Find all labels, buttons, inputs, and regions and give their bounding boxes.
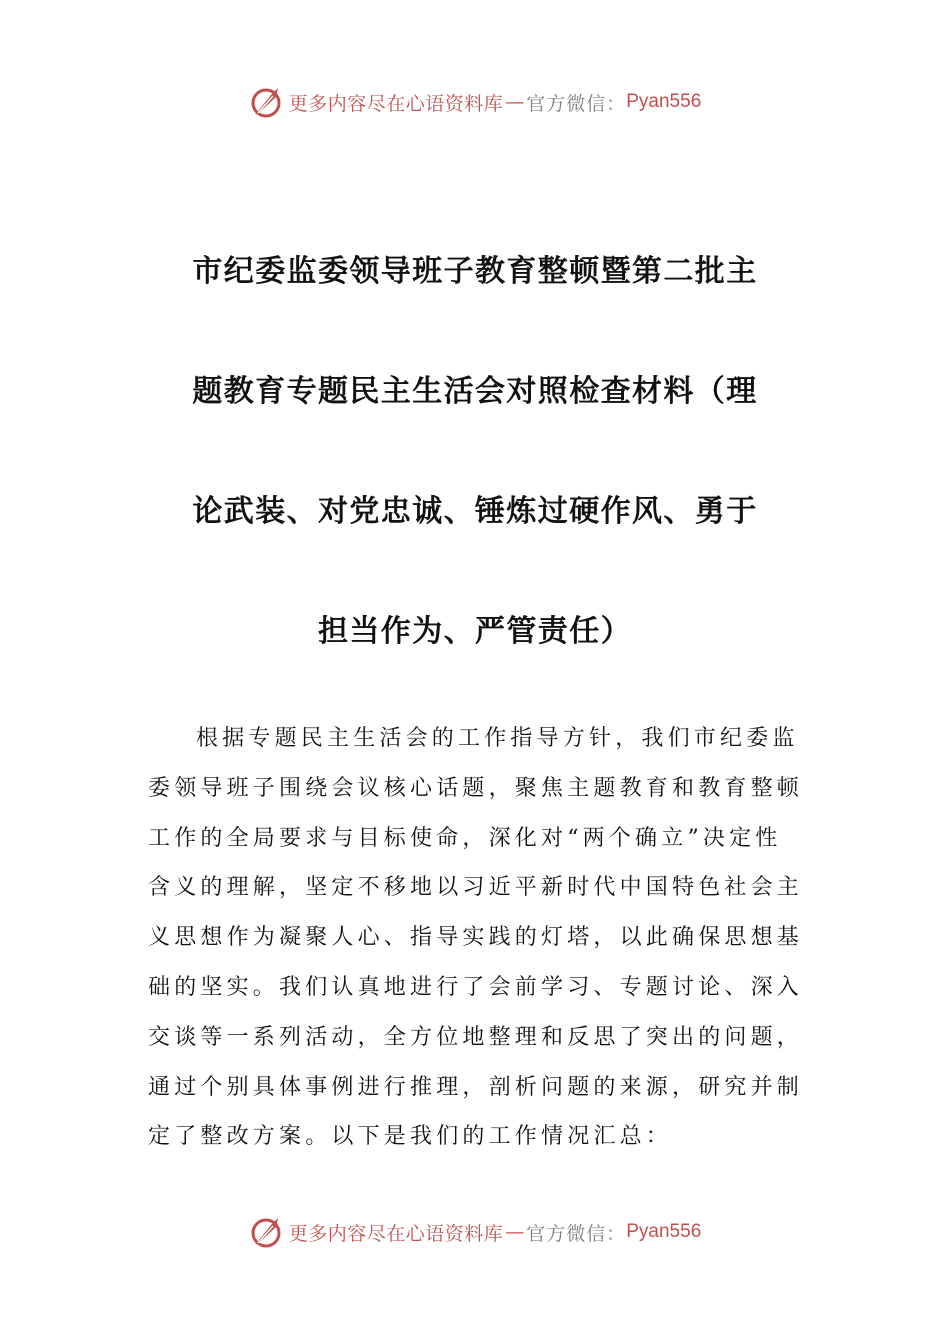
paragraph-line: 含义的理解，坚定不移地以习近平新时代中国特色社会主 [148, 875, 804, 901]
watermark-brand-text: 更多内容尽在心语资料库 [288, 92, 504, 115]
paragraph-line: 定了整改方案。以下是我们的工作情况汇总： [148, 1124, 673, 1150]
header-watermark [0, 82, 950, 122]
title-line: 市纪委监委领导班子教育整顿暨第二批主 [192, 254, 758, 289]
watermark-official-label: 官方微信： [526, 1222, 627, 1245]
watermark-separator: — [505, 91, 525, 113]
paragraph-line: 通过个别具体事例进行推理，剖析问题的来源，研究并制 [148, 1074, 804, 1100]
paragraph-line: 根据专题民主生活会的工作指导方针，我们市纪委监 [196, 726, 799, 751]
title-line: 担当作为、严管责任） [318, 614, 632, 649]
footer-watermark [0, 1212, 950, 1252]
watermark-wechat-id: Pyan556 [626, 1221, 702, 1242]
watermark-wechat-id: Pyan556 [626, 91, 702, 112]
quill-logo-icon [249, 1214, 285, 1250]
quill-logo-icon [249, 84, 285, 120]
paragraph-line: 义思想作为凝聚人心、指导实践的灯塔，以此确保思想基 [148, 925, 804, 951]
paragraph-line: 础的坚实。我们认真地进行了会前学习、专题讨论、深入 [148, 974, 804, 1000]
paragraph-line: 工作的全局要求与目标使命，深化对“两个确立”决定性 [148, 825, 782, 851]
paragraph-line: 委领导班子围绕会议核心话题，聚焦主题教育和教育整顿 [148, 775, 804, 801]
document-title [150, 212, 800, 692]
watermark-brand-text: 更多内容尽在心语资料库 [288, 1222, 504, 1245]
title-line: 题教育专题民主生活会对照检查材料（理 [192, 374, 758, 409]
paragraph-line: 交谈等一系列活动，全方位地整理和反思了突出的问题， [148, 1024, 804, 1050]
intro-paragraph [148, 714, 804, 1162]
watermark-official-label: 官方微信： [526, 92, 627, 115]
watermark-separator: — [505, 1221, 525, 1243]
title-line: 论武装、对党忠诚、锤炼过硬作风、勇于 [192, 494, 758, 529]
